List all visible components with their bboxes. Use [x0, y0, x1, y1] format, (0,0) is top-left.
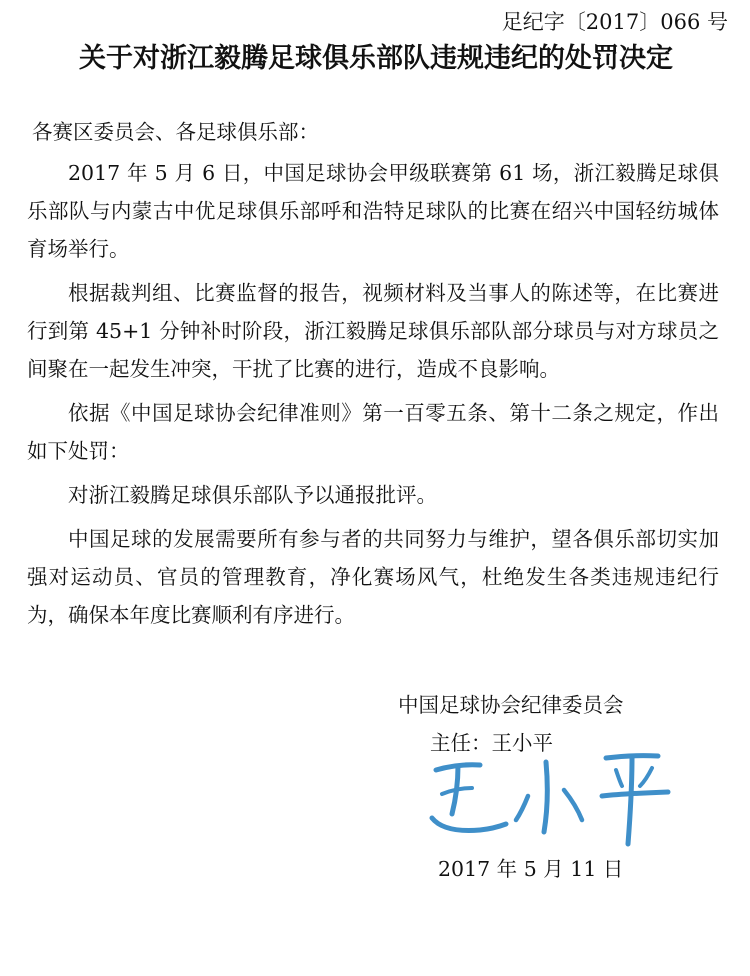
paragraph-appeal: 中国足球的发展需要所有参与者的共同努力与维护，望各俱乐部切实加强对运动员、官员的管理教育，净化赛场风气，杜绝发生各类违规违纪行为，确保本年度比赛顺利有序进行。: [27, 527, 719, 627]
salutation: 各赛区委员会、各足球俱乐部：: [32, 120, 319, 144]
document-date: 2017 年 5 月 11 日: [438, 857, 624, 881]
paragraph-incident: 根据裁判组、比赛监督的报告，视频材料及当事人的陈述等，在比赛进行到第 45+1 分钟补时阶段，浙江毅腾足球俱乐部队部分球员与对方球员之间聚在一起发生冲突，干扰了比赛的进行，造成不良影响。: [27, 281, 719, 381]
issuing-organization: 中国足球协会纪律委员会: [398, 693, 624, 717]
handwritten-signature: [418, 748, 680, 848]
document-title: 关于对浙江毅腾足球俱乐部队违规违纪的处罚决定: [79, 43, 673, 74]
paragraph-basis: 依据《中国足球协会纪律准则》第一百零五条、第十二条之规定，作出如下处罚：: [27, 401, 719, 463]
director-line: 主任：王小平: [430, 731, 553, 755]
paragraph-match-info: 2017 年 5 月 6 日，中国足球协会甲级联赛第 61 场，浙江毅腾足球俱乐部队与内蒙古中优足球俱乐部呼和浩特足球队的比赛在绍兴中国轻纺城体育场举行。: [27, 161, 719, 261]
paragraph-penalty: 对浙江毅腾足球俱乐部队予以通报批评。: [68, 483, 437, 507]
document-body: [27, 154, 719, 640]
document-number: 足纪字〔2017〕066 号: [501, 10, 728, 34]
